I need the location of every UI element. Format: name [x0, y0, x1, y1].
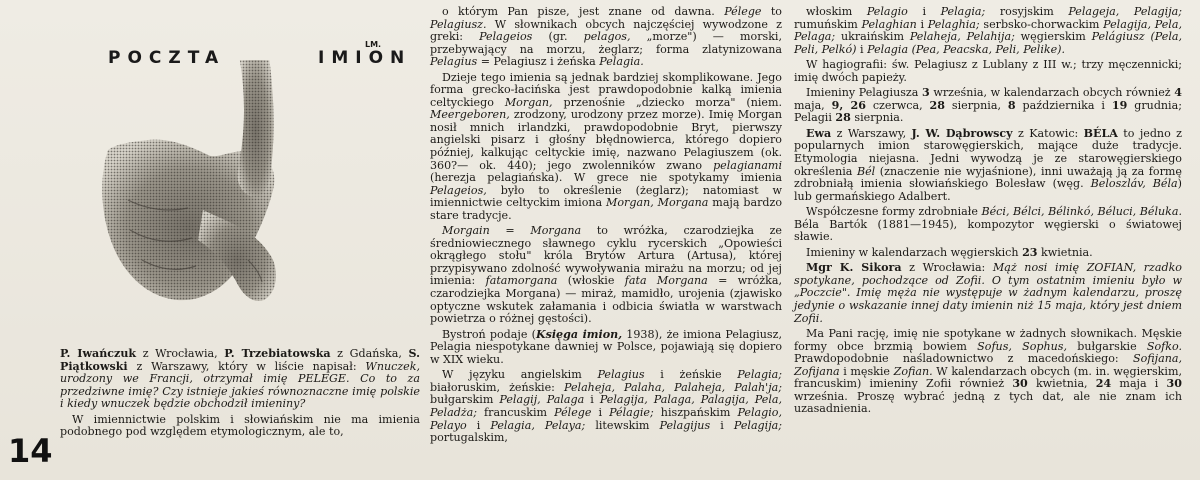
- text-run: 9, 26: [831, 98, 866, 112]
- paragraph: [430, 369, 782, 444]
- text-run: 4: [1174, 86, 1182, 100]
- text-run: 30: [1166, 377, 1182, 391]
- text-run: S. Piątkowski: [60, 347, 420, 373]
- text-run: czerwca,: [865, 98, 930, 112]
- text-run: 30: [1012, 377, 1028, 391]
- text-run: rumuńskim: [794, 17, 862, 31]
- text-run: Dzieje tego imienia są jednak bardziej skomplikowane. Jego forma grecko-łacińska jest prawdopodobnie kalką imienia celtyckiego: [430, 70, 782, 109]
- text-run: 23: [1022, 245, 1038, 259]
- text-run: Pelagia;: [940, 5, 986, 18]
- text-run: Pelagio: [866, 5, 908, 18]
- text-run: Ma Pani rację, imię nie spotykane w żadnych słownikach. Męskie formy obce brzmią bowiem: [794, 327, 1182, 353]
- text-run: października i: [1015, 98, 1112, 112]
- text-run: z Wrocławia,: [136, 347, 225, 360]
- text-run: Pelagija, Palaga, Palagija, Pela, Peladża;: [430, 393, 783, 419]
- text-run: Księga imion,: [535, 327, 623, 341]
- text-run: Sofko.: [1146, 339, 1183, 353]
- text-run: pelagianami: [713, 158, 782, 172]
- text-run: Béci, Bélci, Bélinkó, Béluci, Béluka.: [981, 205, 1182, 219]
- author-initials: LM.: [365, 40, 382, 49]
- text-run: (herezja pelagiańska). W grece nie spotykamy imienia: [430, 171, 782, 185]
- masthead-title-right: IMION: [318, 48, 412, 68]
- text-run: ukraińskim: [835, 30, 910, 44]
- paragraph: [794, 6, 1182, 56]
- text-run: Béla Bartók (1881—1945), kompozytor węgierski o światowej sławie.: [794, 217, 1182, 244]
- text-run: Pelagio, Pelayo: [430, 405, 782, 432]
- paragraph: [794, 87, 1182, 125]
- text-run: to jedno z popularnych imion starowęgierskich, mające duże tradycje. Etymologia niejasna. Jedni wywodzą je ze starowęgierskiego określenia: [794, 126, 1182, 178]
- text-run: 19: [1111, 98, 1128, 112]
- text-run: bułgarskim: [430, 393, 500, 407]
- text-run: i: [466, 418, 491, 432]
- text-run: Pelagia.: [599, 55, 644, 69]
- text-run: litewskim: [585, 418, 660, 432]
- column-3: [794, 6, 1182, 419]
- text-run: maja,: [794, 98, 832, 112]
- text-run: Beloszláv, Béla: [1090, 177, 1178, 191]
- text-run: Pelagij, Palaga: [499, 393, 585, 407]
- text-run: z Wrocławia:: [901, 261, 993, 275]
- text-run: 28: [929, 98, 945, 112]
- text-run: = wróżka, czarodziejka Morgana) — miraż, mamidło, urojenia (zjawisko optyczne wskutek załamania i odbicia światła w warstwach powietrza o różnej gęstości).: [430, 274, 782, 326]
- text-run: mają bardzo stare tradycje.: [430, 196, 782, 222]
- text-run: = Pelagiusz i żeńska: [477, 55, 600, 69]
- text-run: Pelagia;: [737, 368, 782, 382]
- paragraph: [794, 59, 1182, 84]
- text-run: rosyjskim: [985, 5, 1069, 18]
- text-run: i: [591, 405, 610, 419]
- text-run: Pelagia, Pelaya;: [490, 418, 586, 432]
- text-run: 1938), że imiona Pelagiusz, Pelagia niespotykane dawniej w Polsce, pojawiają się dopiero w XIX wieku.: [430, 327, 782, 366]
- text-run: węgierskim: [1014, 30, 1092, 44]
- text-run: Pelageios: [479, 30, 533, 44]
- paragraph: [60, 348, 420, 411]
- text-run: i: [916, 17, 928, 31]
- text-run: grudnia; Pelagii: [794, 98, 1182, 125]
- paragraph: [794, 128, 1182, 203]
- text-run: z Warszawy,: [831, 126, 912, 140]
- text-run: Pelagius: [597, 368, 645, 382]
- text-run: o którym Pan pisze, jest znane od dawna.: [442, 5, 725, 18]
- text-run: Pelaghian: [861, 17, 917, 31]
- text-run: Pelagius: [430, 55, 478, 69]
- text-run: Sofus, Sophus,: [977, 339, 1068, 353]
- paragraph: [60, 414, 420, 439]
- text-run: ) lub germańskiego Adalbert.: [794, 177, 1182, 203]
- text-run: bułgarskie: [1067, 339, 1147, 353]
- text-run: hiszpańskim: [653, 405, 738, 419]
- text-run: Bystroń podaje (: [442, 327, 536, 341]
- text-run: pelagos,: [583, 30, 631, 44]
- paragraph: [430, 72, 782, 223]
- text-run: zrodzony, urodzony przez morze). Imię Morgan nosił mnich irlandzki, prawdopodobnie Bryt, pierwszy angielski pisarz i głośny błędnowierca, którego dopiero później, kalkując celtyckie imię, nazwano Pelagiuszem (ok. 360?— ok. 440); jego zwolenników zwano: [430, 108, 782, 172]
- text-run: to: [761, 5, 782, 18]
- text-run: i męskie: [839, 364, 894, 378]
- column-1: [60, 348, 420, 442]
- text-run: kwietnia.: [1037, 245, 1093, 259]
- text-run: i: [584, 393, 600, 407]
- page-number: 14: [8, 432, 53, 470]
- text-run: Pelagiusz.: [430, 17, 487, 31]
- text-run: Pelageja, Pelagija;: [1068, 5, 1183, 18]
- text-run: z Gdańska,: [330, 347, 409, 360]
- text-run: J. W. Dąbrowscy: [911, 126, 1013, 140]
- paragraph: [430, 6, 782, 69]
- text-run: Pélege: [554, 405, 592, 419]
- text-run: 24: [1095, 377, 1112, 391]
- text-run: W słownikach obcych najczęściej wywodzone z greki:: [430, 17, 782, 44]
- text-run: Morgan,: [504, 95, 553, 109]
- text-run: to wróżka, czarodziejka ze średniowiecznego sławnego cyklu rycerskich „Opowieści okrągłego stołu" króla Brytów Artura (Artusa), której przypisywano zdolność wywoływania mirażu na morzu; od jej imienia:: [430, 224, 782, 288]
- masthead-title-left: POCZTA: [108, 48, 226, 68]
- text-run: Pelagijus: [659, 418, 711, 432]
- text-run: 3: [921, 86, 930, 100]
- text-run: Pelagija, Pela, Pelaga;: [794, 17, 1182, 44]
- paragraph: [794, 262, 1182, 325]
- text-run: i: [907, 5, 941, 18]
- text-run: Pelagija;: [733, 418, 782, 432]
- text-run: Pelagia (Pea, Peacska, Peli, Pelike).: [867, 42, 1066, 56]
- text-run: sierpnia,: [945, 98, 1008, 112]
- text-run: z Warszawy, który w liście napisał:: [127, 359, 366, 373]
- text-run: Pelageios,: [430, 183, 487, 197]
- text-run: (gr.: [532, 30, 584, 44]
- paragraph: [794, 247, 1182, 260]
- text-run: P. Iwańczuk: [60, 347, 137, 360]
- text-run: Pélagie;: [609, 405, 654, 419]
- text-run: Współczesne formy zdrobniałe: [806, 205, 982, 219]
- text-run: Morgain = Morgana: [442, 224, 582, 238]
- text-run: Pélege: [724, 5, 762, 18]
- text-run: (znaczenie nie wyjaśnione), inni uważają ją za formę zdrobniałą imienia słowiańskiego Bolesław (węg.: [794, 164, 1182, 191]
- text-run: W języku angielskim: [442, 368, 598, 382]
- text-run: maja i: [1111, 377, 1167, 391]
- text-run: W imiennictwie polskim i słowiańskim nie ma imienia podobnego pod względem etymologicznym, ale to,: [60, 412, 420, 439]
- text-run: Mąż nosi imię ZOFIAN, rzadko spotykane, pochodzące od Zofii. O tym ostatnim imieniu było w „Poczcie". Imię męża nie występuje w żadnym kalendarzu, proszę jedynie o wskazanie innej daty imienin niż 15 maja, który jest dniem Zofii.: [794, 261, 1182, 325]
- text-run: sierpnia.: [850, 111, 904, 125]
- paragraph: [430, 225, 782, 325]
- text-run: Prawdopodobnie naśladownictwo z macedońskiego:: [794, 352, 1133, 366]
- text-run: (włoskie: [557, 274, 625, 288]
- text-run: Meergeboren,: [430, 108, 510, 122]
- text-run: BÉLA: [1083, 126, 1118, 140]
- text-run: września. Proszę wybrać jedną z tych dat, ale nie znam ich uzasadnienia.: [794, 389, 1182, 416]
- text-run: Sofijana, Zofijana: [794, 352, 1182, 378]
- text-run: Mgr K. Sikora: [806, 261, 902, 275]
- text-run: W kalendarzach obcych (m. in. węgierskim, francuskim) imieniny Zofii również: [794, 364, 1182, 391]
- text-run: i: [856, 42, 868, 56]
- text-run: było to określenie (żeglarz); natomiast w imiennictwie celtyckim imiona: [430, 183, 782, 210]
- text-run: Ewa: [806, 126, 832, 140]
- column-2: [430, 6, 782, 448]
- text-run: Imieniny Pelagiusza: [806, 86, 922, 100]
- text-run: Imieniny w kalendarzach węgierskich: [806, 245, 1023, 259]
- text-run: francuskim: [477, 405, 555, 419]
- text-run: „morze") — morski, przebywający na morzu, żeglarz; forma zlatynizowana: [430, 30, 782, 56]
- text-run: W hagiografii: św. Pelagiusz z Lublany z III w.; trzy męczennicki; imię dwóch papieży.: [794, 58, 1182, 84]
- text-run: serbsko-chorwackim: [979, 17, 1104, 31]
- text-run: Morgan, Morgana: [606, 196, 709, 210]
- text-run: fata Morgana: [624, 274, 708, 288]
- paragraph: [794, 206, 1182, 244]
- text-run: przenośnie „dziecko morza" (niem.: [552, 95, 782, 109]
- text-run: białoruskim, żeńskie:: [430, 380, 564, 394]
- text-run: Pelaheja, Palaha, Palaheja, Palah'ja;: [563, 380, 782, 394]
- text-run: portugalskim,: [430, 431, 508, 445]
- text-run: kwietnia,: [1027, 377, 1096, 391]
- text-run: i: [710, 418, 734, 432]
- text-run: fatamorgana: [485, 274, 558, 288]
- paragraph: [430, 329, 782, 367]
- text-run: z Katowic:: [1012, 126, 1084, 140]
- text-run: włoskim: [806, 5, 867, 18]
- text-run: Wnuczek, urodzony we Francji, otrzymał imię PELEGE. Co to za przedziwne imię? Czy istnieje jakieś równoznaczne imię polskie i kiedy wnuczek będzie obchodził imieniny?: [60, 359, 420, 411]
- text-run: Zofian.: [893, 364, 933, 378]
- pointing-hand-illustration: [68, 60, 420, 350]
- text-run: Pelágiusz (Pela, Peli, Pelkó): [794, 30, 1183, 56]
- text-run: września, w kalendarzach obcych również: [929, 86, 1175, 100]
- text-run: Pelaghia;: [927, 17, 980, 31]
- text-run: 8: [1007, 98, 1016, 112]
- paragraph: [794, 328, 1182, 416]
- text-run: Bél: [856, 164, 876, 178]
- text-run: 28: [835, 111, 851, 125]
- text-run: i żeńskie: [644, 368, 738, 382]
- text-run: P. Trzebiatowska: [224, 347, 331, 360]
- text-run: Pelaheja, Pelahija;: [909, 30, 1015, 44]
